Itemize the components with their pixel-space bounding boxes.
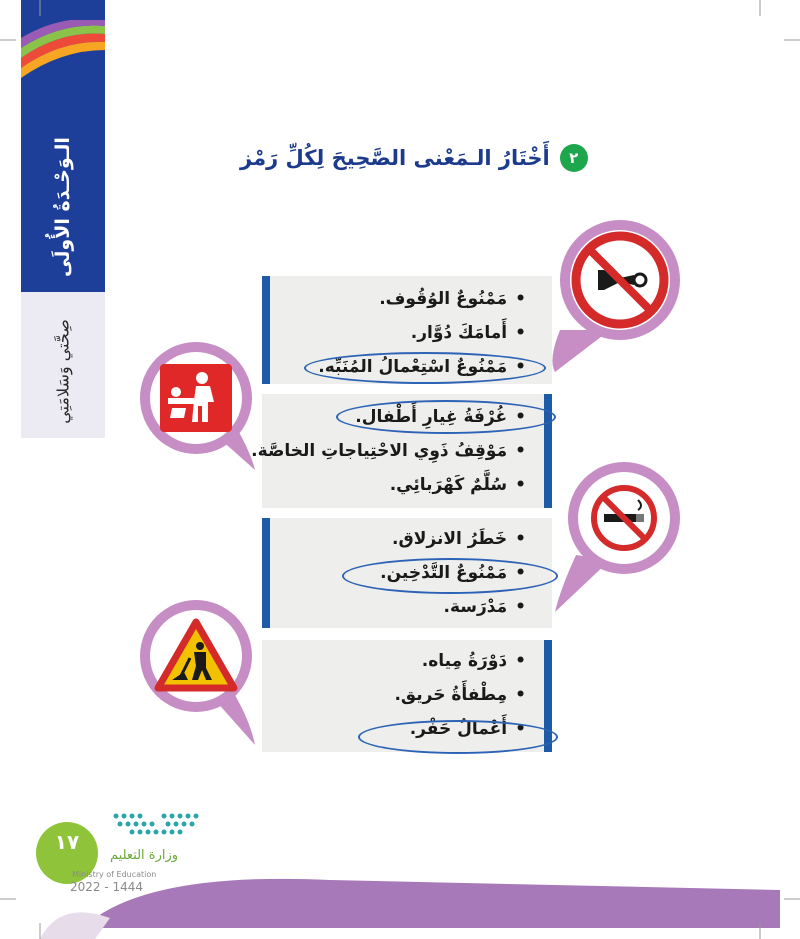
question-number: ٢ — [560, 144, 588, 172]
option-4-3[interactable]: •أَعْمالُ حَفْر. — [409, 719, 526, 739]
theme-title: صِحَّتي وَسَلامَتِي — [53, 319, 73, 424]
option-1-3[interactable]: •مَمْنُوعٌ اسْتِعْمالُ المُنَبِّه. — [318, 357, 526, 377]
option-3-2[interactable]: •مَمْنُوعٌ التَّدْخِين. — [380, 563, 526, 583]
option-4-1[interactable]: •دَوْرَةُ مِياه. — [421, 651, 526, 671]
option-3-1[interactable]: •خَطَرُ الانزلاق. — [392, 529, 526, 549]
option-4-2[interactable]: •مِطْفأَةُ حَريق. — [394, 685, 526, 705]
option-2-3[interactable]: •سُلَّمٌ كَهْرَبائِي. — [389, 475, 526, 495]
option-3-3[interactable]: •مَدْرَسة. — [443, 597, 526, 617]
option-1-1[interactable]: •مَمْنُوعٌ الوُقُوف. — [379, 289, 526, 309]
option-2-2[interactable]: •مَوْقِفُ ذَوِي الاحْتِياجاتِ الخاصَّة. — [251, 441, 526, 461]
option-1-2[interactable]: •أَمامَكَ دُوَّار. — [410, 323, 526, 343]
ministry-name-en: Ministry of Education — [72, 870, 157, 879]
question-text: أَخْتَارُ الـمَعْنى الصَّحِيحَ لِكُلِّ رَمْز — [240, 146, 550, 170]
edition-year: 2022 - 1444 — [70, 880, 144, 894]
unit-title: الـوَحْـدَةُ الأُولَى — [52, 137, 74, 277]
page-number: ١٧ — [54, 830, 80, 854]
option-2-1[interactable]: •غُرْفَةُ غِيارِ أَطْفال. — [355, 407, 526, 427]
ministry-name: وزارة التعليم — [110, 848, 179, 863]
